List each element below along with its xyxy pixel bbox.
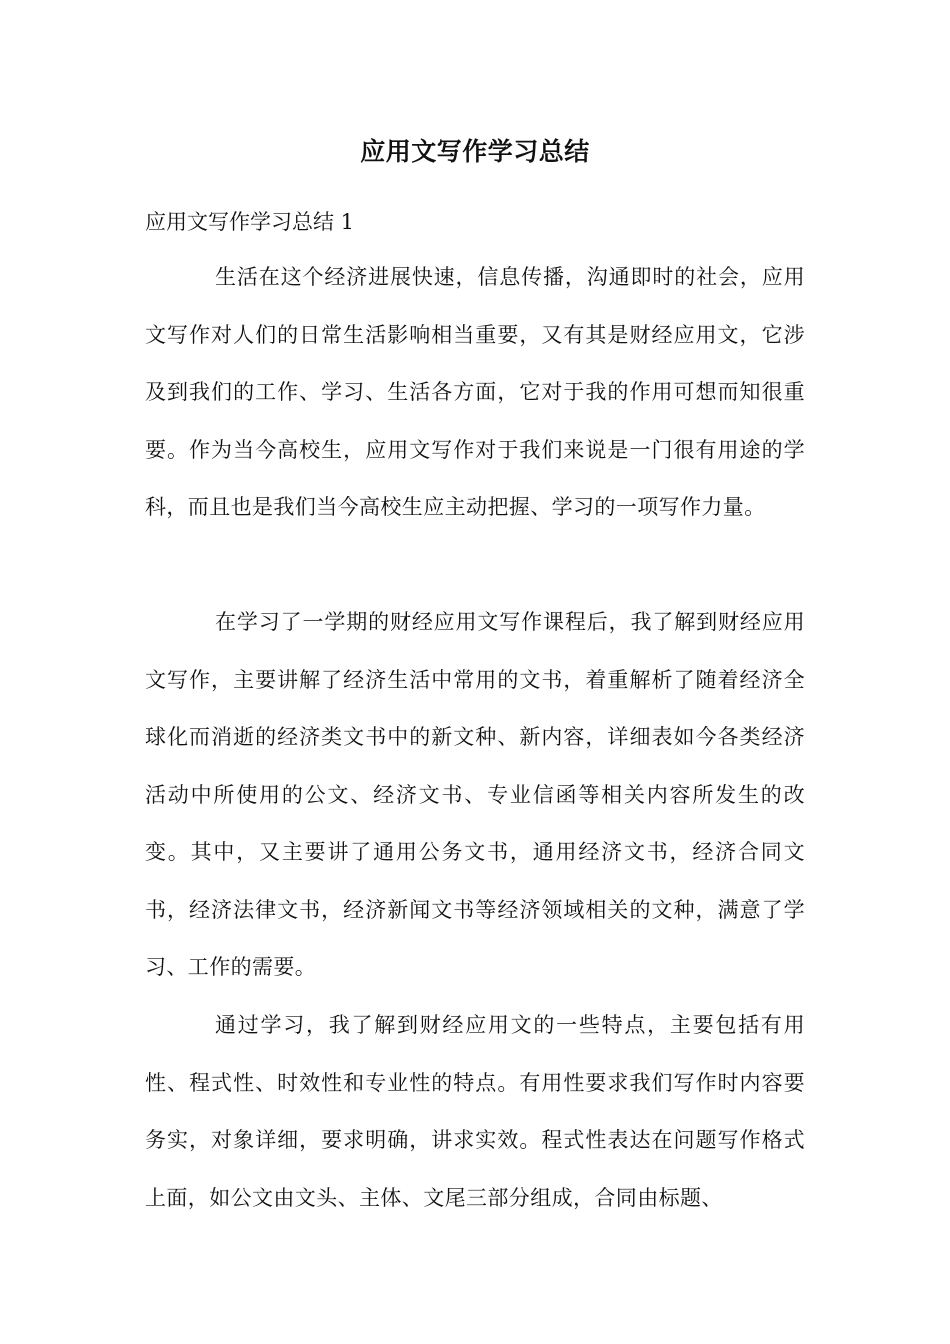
section-heading: 应用文写作学习总结 1 — [145, 210, 355, 234]
document-title: 应用文写作学习总结 — [360, 137, 590, 166]
paragraph-text: 通过学习，我了解到财经应用文的一些特点，主要包括有用性、程式性、时效性和专业性的特点。有用性要求我们写作时内容要务实，对象详细，要求明确，讲求实效。程式性表达在问题写作格式上面，如公文由文头、主体、文尾三部分组成，合同由标题、 — [145, 1013, 805, 1210]
paragraph-2 — [145, 594, 805, 997]
paragraph-3 — [145, 997, 805, 1227]
paragraph-1 — [145, 249, 805, 537]
paragraph-text: 生活在这个经济进展快速，信息传播，沟通即时的社会，应用文写作对人们的日常生活影响相当重要，又有其是财经应用文，它涉及到我们的工作、学习、生活各方面，它对于我的作用可想而知很重要。作为当今高校生，应用文写作对于我们来说是一门很有用途的学科，而且也是我们当今高校生应主动把握、学习的一项写作力量。 — [145, 265, 805, 519]
paragraph-text: 在学习了一学期的财经应用文写作课程后，我了解到财经应用文写作，主要讲解了经济生活中常用的文书，着重解析了随着经济全球化而消逝的经济类文书中的新文种、新内容，详细表如今各类经济活动中所使用的公文、经济文书、专业信函等相关内容所发生的改变。其中，又主要讲了通用公务文书，通用经济文书，经济合同文书，经济法律文书，经济新闻文书等经济领域相关的文种，满意了学习、工作的需要。 — [145, 610, 805, 979]
